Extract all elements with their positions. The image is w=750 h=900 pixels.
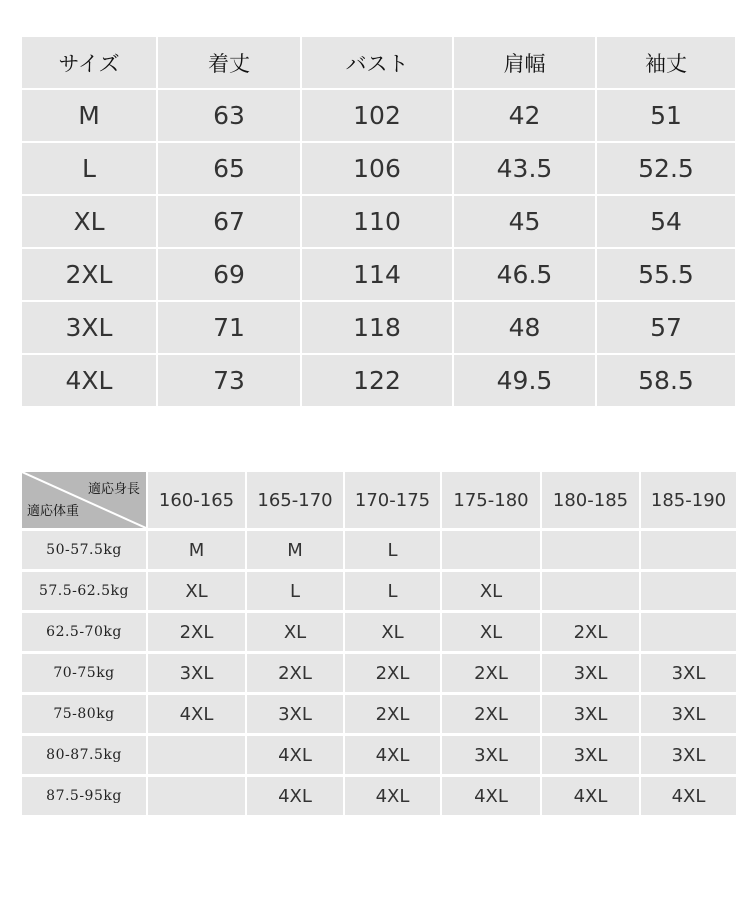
corner-header-cell <box>22 472 146 528</box>
size-cell: XL <box>345 613 440 651</box>
length-cell: 63 <box>158 90 300 141</box>
length-cell: 69 <box>158 249 300 300</box>
shoulder-cell: 48 <box>454 302 595 353</box>
weight-range-cell: 87.5-95kg <box>22 777 146 815</box>
size-cell: 3XL <box>442 736 540 774</box>
fit-chart-table <box>22 472 732 815</box>
bust-cell: 118 <box>302 302 452 353</box>
size-cell: 3XL <box>247 695 343 733</box>
size-cell: 3XL <box>641 736 736 774</box>
size-cell: 4XL <box>345 736 440 774</box>
size-cell: 3XL <box>542 695 639 733</box>
sleeve-cell: 57 <box>597 302 735 353</box>
size-cell <box>442 531 540 569</box>
weight-range-cell: 62.5-70kg <box>22 613 146 651</box>
size-cell <box>542 572 639 610</box>
size-cell: M <box>247 531 343 569</box>
size-cell: L <box>345 531 440 569</box>
weight-range-cell: 80-87.5kg <box>22 736 146 774</box>
sleeve-cell: 51 <box>597 90 735 141</box>
length-cell: 67 <box>158 196 300 247</box>
size-cell: 2XL <box>148 613 245 651</box>
size-cell: 2XL <box>442 695 540 733</box>
size-cell <box>641 613 736 651</box>
size-label-cell: XL <box>22 196 156 247</box>
height-range-header: 175-180 <box>442 472 540 528</box>
size-cell: 4XL <box>148 695 245 733</box>
size-cell <box>148 736 245 774</box>
size-label-cell: M <box>22 90 156 141</box>
bust-cell: 106 <box>302 143 452 194</box>
sleeve-cell: 55.5 <box>597 249 735 300</box>
weight-range-cell: 57.5-62.5kg <box>22 572 146 610</box>
size-cell: 2XL <box>247 654 343 692</box>
size-cell: 2XL <box>542 613 639 651</box>
size-cell <box>148 777 245 815</box>
weight-range-cell: 70-75kg <box>22 654 146 692</box>
size-cell: 3XL <box>148 654 245 692</box>
height-range-header: 180-185 <box>542 472 639 528</box>
size-cell <box>542 531 639 569</box>
size-label-cell: L <box>22 143 156 194</box>
size-cell <box>641 531 736 569</box>
shoulder-cell: 46.5 <box>454 249 595 300</box>
shoulder-cell: 49.5 <box>454 355 595 406</box>
size-cell: 3XL <box>542 736 639 774</box>
bust-cell: 102 <box>302 90 452 141</box>
weight-range-cell: 75-80kg <box>22 695 146 733</box>
sleeve-cell: 52.5 <box>597 143 735 194</box>
bust-cell: 110 <box>302 196 452 247</box>
weight-range-cell: 50-57.5kg <box>22 531 146 569</box>
size-cell: M <box>148 531 245 569</box>
header-size: サイズ <box>22 37 156 88</box>
size-label-cell: 2XL <box>22 249 156 300</box>
size-measurement-table <box>22 37 727 406</box>
size-cell: 3XL <box>641 654 736 692</box>
size-cell <box>641 572 736 610</box>
size-cell: 2XL <box>345 654 440 692</box>
size-cell: XL <box>148 572 245 610</box>
shoulder-cell: 43.5 <box>454 143 595 194</box>
height-range-header: 170-175 <box>345 472 440 528</box>
size-cell: 4XL <box>247 736 343 774</box>
header-sleeve: 袖丈 <box>597 37 735 88</box>
size-label-cell: 4XL <box>22 355 156 406</box>
size-cell: 3XL <box>542 654 639 692</box>
size-cell: XL <box>442 572 540 610</box>
length-cell: 73 <box>158 355 300 406</box>
size-cell: 2XL <box>442 654 540 692</box>
sleeve-cell: 58.5 <box>597 355 735 406</box>
size-cell: 4XL <box>641 777 736 815</box>
size-cell: XL <box>247 613 343 651</box>
length-cell: 65 <box>158 143 300 194</box>
header-shoulder: 肩幅 <box>454 37 595 88</box>
bust-cell: 122 <box>302 355 452 406</box>
size-cell: 4XL <box>542 777 639 815</box>
size-cell: XL <box>442 613 540 651</box>
header-length: 着丈 <box>158 37 300 88</box>
bust-cell: 114 <box>302 249 452 300</box>
size-cell: 2XL <box>345 695 440 733</box>
size-cell: 3XL <box>641 695 736 733</box>
size-label-cell: 3XL <box>22 302 156 353</box>
height-range-header: 185-190 <box>641 472 736 528</box>
header-bust: バスト <box>302 37 452 88</box>
size-cell: L <box>345 572 440 610</box>
length-cell: 71 <box>158 302 300 353</box>
height-axis-label: 適応身長 <box>87 482 140 497</box>
size-cell: 4XL <box>442 777 540 815</box>
height-range-header: 165-170 <box>247 472 343 528</box>
height-range-header: 160-165 <box>148 472 245 528</box>
sleeve-cell: 54 <box>597 196 735 247</box>
shoulder-cell: 42 <box>454 90 595 141</box>
size-cell: L <box>247 572 343 610</box>
size-cell: 4XL <box>247 777 343 815</box>
shoulder-cell: 45 <box>454 196 595 247</box>
size-cell: 4XL <box>345 777 440 815</box>
weight-axis-label: 適応体重 <box>27 504 80 519</box>
